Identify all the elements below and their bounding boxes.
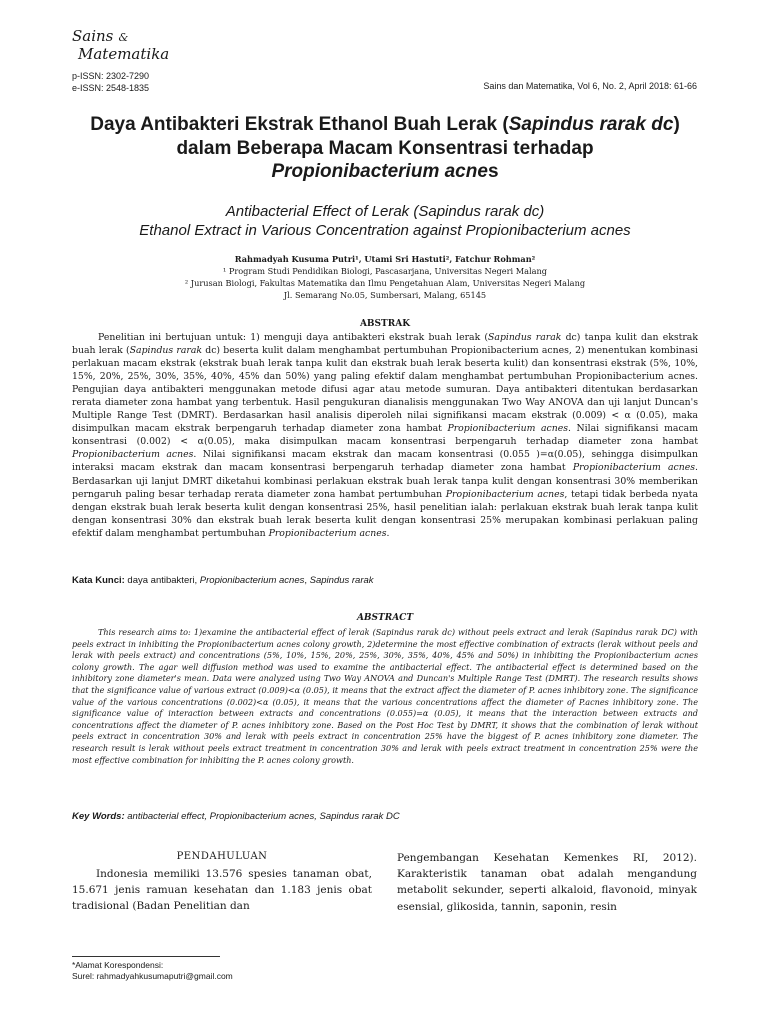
abstrak-italic: Sapindus rarak [488,332,562,343]
key-words-label: Key Words: [72,811,125,822]
title-part-1: Daya Antibakteri Ekstrak Ethanol Buah Lerak ( [90,114,509,135]
abstrak-seg: dc) beserta kulit dalam menghambat pertumbuhan Propionibacterium acnes, 2) menentukan kombinasi perlakuan macam ekstrak (ekstrak buah lerak tanpa kulit dan ekstrak buah lerak beserta kulit) dan konsentrasi ekstrak (5%, 10%, 15%, 20%, 25%, 30%, 35%, 40%, 45% dan 50%) yang paling efektif dalam menghambat pertumbuhan Propionibacterium acnes. Pengujian daya antibakteri menggunakan metode difusi agar atau metode sumuran. Daya antibakteri ditentukan berdasarkan rerata diameter zona hambat yang terbentuk. Hasil pengukuran dianalisis menggunakan Two Way ANOVA dan uji lanjut Duncan's Multiple Range Test (DMRT). Berdasarkan hasil analisis diperoleh nilai signifikansi macam ekstrak (0.009) < α (0.05), maka disimpulkan macam ekstrak berpengaruh terhadap diameter zona hambat [72,345,698,435]
title-species-italic: Sapindus rarak dc [508,114,674,135]
affiliation-2: ² Jurusan Biologi, Fakultas Matematika dan Ilmu Pengetahuan Alam, Universitas Negeri Malang [184,278,586,288]
author-block [72,253,698,301]
abstrak-heading: ABSTRAK [359,319,411,329]
footnote-label: *Alamat Korespondensi: [72,960,164,970]
body-right-column: Pengembangan Kesehatan Kemenkes RI, 2012). Karakteristik tanaman obat adalah mengandung metabolit sekunder, seperti alkaloid, flavonoid, minyak esensial, glikosida, tannin, saponin, resin [397,852,697,913]
abstrak-seg: . Nilai signifikansi macam konsentrasi (0.002) < α(0.05), maka disimpulkan macam konsentrasi berpengaruh terhadap diameter zona hambat [72,423,699,448]
abstrak-italic: Sapindus rarak [129,345,203,357]
abstract-text: This research aims to: 1)examine the antibacterial effect of lerak (Sapindus rarak dc) without peels extract and lerak (Sapindus rarak DC) with peels extract in inhibiting the Propionibacterium acnes colony growth, 2)determine the most effective combination of extracts (lerak without peels and lerak with peels extract) and concentrations (5%, 10%, 15%, 20%, 25%, 30%, 35%, 40%, 45% and 50%) in inhibiting the Propionibacterium acnes colony growth. The agar well diffusion method was used to examine the antibacterial effect. The antibacterial effect is determined based on the inhibitory zone diameter's mean. Data were analyzed using Two Way ANOVA and Duncan's Multiple Range Test (DMRT). The research results shows that the significance value of various extract (0.009)<α (0.05), it means that the extract affect the diameter of P. acnes inhibitory zone. The significance value of the various concentrations (0.002)<α (0.05), it means that the various concentrations affect the diameter of P.acnes inhibitory zone. The significance value of interaction between extracts and concentrations (0.055)=α (0.05), it means that the interaction between extracts and concentrations affect the diameter of P. acnes inhibitory zone. Based on the Post Hoc Test by DMRT, it shows that the combination of lerak without peels extract in concentration 30% and lerak with peels extract in concentration 25% have the biggest of P. acnes inhibitory zone diameter. The research result is lerak without peels extract treatment in concentration 30% and lerak with peels extract treatment in concentration 25% were the most effective combination for inhibiting the P. acnes colony growth. [72,627,698,765]
affiliation-1: ¹ Program Studi Pendidikan Biologi, Pascasarjana, Universitas Negeri Malang [222,266,548,276]
footnote-divider [72,956,220,957]
abstrak-italic: Propionibacterium acnes [445,488,565,500]
subtitle-line-1: Antibacterial Effect of Lerak (Sapindus rarak dc) [225,203,545,220]
kata-kunci-seg: , [304,575,310,586]
correspondence-footnote [72,960,233,982]
abstrak-seg: . Nilai signifikansi macam ekstrak dan macam konsentrasi (0.055 )=α(0.05), sehingga disimpulkan interaksi macam ekstrak dan macam konsentrasi berpengaruh terhadap diameter zona hambat [72,449,698,474]
paper-title [72,113,698,184]
abstrak-italic: Propionibacterium acnes [268,527,387,539]
logo-word-sains: Sains [72,27,114,45]
title-part-3: s [487,161,499,182]
body-left-column: Indonesia memiliki 13.576 spesies tanaman obat, 15.671 jenis ramuan kesehatan dan 1.183 jenis obat tradisional (Badan Penelitian dan [72,868,372,913]
abstrak-seg: . [386,527,390,539]
subtitle-line-2: Ethanol Extract in Various Concentration against Propionibacterium acnes [139,222,631,239]
kata-kunci-italic: Propionibacterium acnes [199,575,305,586]
kata-kunci-seg: daya antibakteri, [124,575,200,586]
section-heading-pendahuluan: PENDAHULUAN [176,851,268,862]
title-bacteria-italic: Propionibacterium acne [271,161,488,182]
abstrak-italic: Propionibacterium acnes [72,449,194,461]
logo-ampersand: & [118,31,129,44]
footnote-email: Surel: rahmadyahkusumaputri@gmail.com [72,971,233,981]
abstrak-italic: Propionibacterium acnes [572,462,696,474]
issn-block [72,70,149,94]
abstrak-seg: . Berdasarkan uji lanjut DMRT diketahui kombinasi perlakuan ekstrak buah lerak tanpa kulit dengan konsentrasi 30% memberikan perngaruh paling besar terhadap rerata diameter zona hambat pertumbuhan [72,462,698,500]
abstrak-italic: Propionibacterium acnes [447,423,568,435]
e-issn: e-ISSN: 2548-1835 [72,83,150,93]
paper-subtitle [72,202,698,240]
kata-kunci-italic: Sapindus rarak [309,575,374,586]
abstrak-text [72,331,698,540]
abstrak-seg: , tetapi tidak berbeda nyata dengan ekstrak buah lerak beserta kulit dengan konsentrasi 25%, hasil penelitian ialah: perlakuan ekstrak buah lerak tanpa kulit dengan konsentrasi 30% dan ekstrak buah lerak beserta kulit dengan konsentrasi 25% merupakan kombinasi perlakuan paling efektif dalam menghambat pertumbuhan [72,488,698,539]
abstrak-seg: Penelitian ini bertujuan untuk: 1) menguji daya antibakteri ekstrak buah lerak ( [98,332,489,343]
key-words [72,811,698,822]
kata-kunci [72,575,698,586]
journal-logo [72,28,169,62]
affiliation-address: Jl. Semarang No.05, Sumbersari, Malang, 65145 [283,290,487,300]
author-names: Rahmadyah Kusuma Putri¹, Utami Sri Hastuti², Fatchur Rohman² [234,254,536,264]
key-words-text: antibacterial effect, Propionibacterium acnes, Sapindus rarak DC [124,811,400,822]
p-issn: p-ISSN: 2302-7290 [72,71,150,81]
logo-word-matematika: Matematika [78,45,170,63]
abstrak-seg: dc) tanpa kulit dan ekstrak buah lerak ( [72,332,698,357]
journal-citation: Sains dan Matematika, Vol 6, No. 2, April 2018: 61-66 [483,81,697,91]
abstract-heading: ABSTRACT [356,613,414,623]
title-part-2: ) dalam Beberapa Macam Konsentrasi terhadap [176,114,680,159]
kata-kunci-label: Kata Kunci: [72,575,125,586]
